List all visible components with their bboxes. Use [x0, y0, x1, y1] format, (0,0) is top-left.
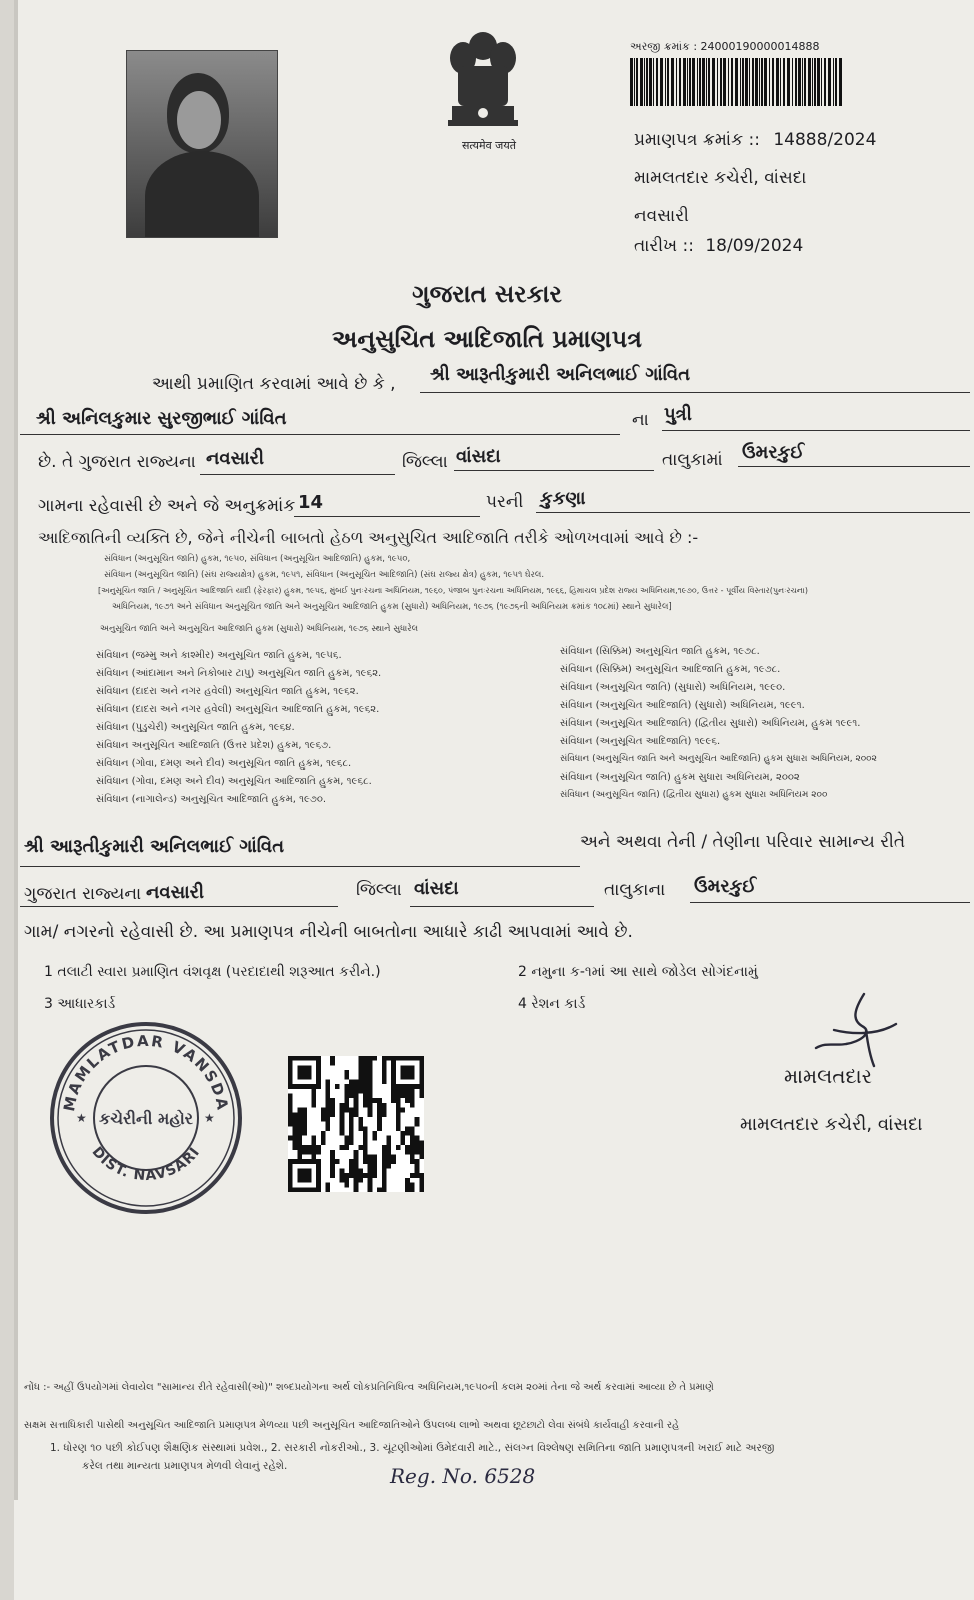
reference-item: સંવિધાન (ગોવા, દમણ અને દીવ) અનુસૂચિત જાતિ હુકમ, ૧૯૬૮.	[96, 758, 352, 769]
issuing-office: મામલતદાર કચેરી, વાંસદા	[634, 168, 807, 188]
reference-item: સંવિધાન (આંદામાન અને નિકોબાર ટાપુ) અનુસૂચિત જાતિ હુકમ, ૧૯૬૨.	[96, 668, 382, 679]
application-number: અરજી ક્રમાંક : 24000190000014888	[630, 40, 820, 53]
reference-item: સંવિધાન (પુડુચેરી) અનુસૂચિત જાતિ હુકમ, ૧૯૬૪.	[96, 722, 295, 733]
basis-statement: ગામ/ નગરનો રહેવાસી છે. આ પ્રમાણપત્ર નીચેની બાબતોના આધારે કાઢી આપવામાં આવે છે.	[24, 922, 633, 942]
officer-signature	[804, 990, 904, 1070]
legal-line: અધિનિયમ, ૧૯૭૧ અને સંવિધાન અનુસૂચિત જાતિ અને અનુસૂચિત આદિજાતિ હુકમ (સુધારો) અધિનિયમ, ૧૯૭૬ (૧૯૭૬ની અધિનિયમ ક્રમાંક ૧૦૮માં) સ્થાને સુધારેલ]	[112, 602, 672, 612]
footer-line: સક્ષમ સત્તાધિકારી પાસેથી અનુસૂચિત આદિજાતિ પ્રમાણપત્ર મેળવ્યા પછી અનુસૂચિત આદિજાતિઓને ઉપલબ્ધ લાભો અથવા છૂટછાટો લેવા સંબંધે કાર્યવાહી કરવાની રહે	[24, 1420, 680, 1431]
reference-item: સંવિધાન (અનુસૂચિત જાતિ અને અનુસૂચિત આદિજાતિ) હુકમ સુધારા અધિનિયમ, ૨૦૦૨	[560, 754, 877, 764]
officer-office: મામલતદાર કચેરી, વાંસદા	[740, 1114, 923, 1135]
photo-face	[177, 91, 221, 149]
family-state-label: ગુજરાત રાજ્યના	[24, 884, 142, 904]
certificate-number: 14888/2024	[773, 130, 877, 150]
reference-item: સંવિધાન (નાગાલેન્ડ) અનુસૂચિત આદિજાતિ હુકમ, ૧૯૭૦.	[96, 794, 327, 805]
legal-line: સંવિધાન (અનુસૂચિત જાતિ) (સંઘ રાજ્યક્ષેત્ર) હુકમ, ૧૯૫૧, સંવિધાન (અનુસૂચિત આદિજાતિ) (સંઘ રાજ્ય ક્ષેત્ર) હુકમ, ૧૯૫૧ ઘેરલ.	[104, 570, 545, 580]
reference-item: સંવિધાન (સિક્કિમ) અનુસૂચિત જાતિ હુકમ, ૧૯૭૮.	[560, 646, 760, 657]
reference-item: સંવિધાન (જમ્મુ અને કાશ્મીર) અનુસૂચિત જાતિ હુકમ, ૧૯૫૬.	[96, 650, 342, 661]
footer-line: કરેલ તથા માન્યતા પ્રમાણપત્ર મેળવી લેવાનું રહેશે.	[82, 1460, 288, 1472]
village: ઉમરકુઈ	[742, 442, 805, 463]
underline	[738, 466, 970, 467]
issue-date-label: તારીખ ::	[634, 236, 694, 256]
issue-date: 18/09/2024	[705, 236, 804, 256]
requirement-item: 4 રેશન કાર્ડ	[518, 996, 586, 1012]
office-seal	[46, 1018, 246, 1218]
requirement-item: 2 નમુના ક-૧માં આ સાથે જોડેલ સોગંદનામું	[518, 964, 758, 980]
family-district: નવસારી	[146, 882, 205, 903]
legal-line: [અનુસૂચિત જાતિ / અનુસૂચિત આદિજાતિ યાદી (ફેરફાર) હુકમ, ૧૯૫૬, મુંબઈ પુનઃરચના અધિનિયમ, ૧૯૬૦, પંજાબ પુનઃરચના અધિનિયમ, ૧૯૬૬, હિમાચલ પ્રદેશ રાજ્ય અધિનિયમ,૧૯૭૦, ઉત્તર - પૂર્વીય વિસ્તાર(પુનઃરચના)	[98, 586, 808, 595]
seal-bottom-text: DIST. NAVSARI	[88, 1143, 204, 1185]
qr-code	[288, 1056, 424, 1192]
state-label: છે. તે ગુજરાત રાજ્યના	[38, 452, 196, 472]
underline	[454, 470, 654, 471]
issuing-district: નવસારી	[634, 206, 689, 226]
certificate-title: અનુસુચિત આદિજાતિ પ્રમાણપત્ર	[332, 325, 642, 353]
reference-item: સંવિધાન (સિક્કિમ) અનુસૂચિત આદિજાતિ હુકમ, ૧૯૭૮.	[560, 664, 781, 675]
taluka: વાંસદા	[456, 446, 501, 467]
emblem-motto: सत्यमेव जयते	[461, 139, 516, 152]
requirement-item: 3 આધારકાર્ડ	[44, 996, 116, 1012]
underline	[20, 866, 580, 867]
reference-item: સંવિધાન અનુસૂચિત આદિજાતિ (ઉત્તર પ્રદેશ) હુકમ, ૧૯૬૭.	[96, 740, 332, 751]
underline	[294, 516, 480, 517]
requirement-item: 1 તલાટી સ્વારા પ્રમાણિત વંશવૃક્ષ (પરદાદાથી શરૂઆત કરીને.)	[44, 964, 381, 980]
legal-line: અનુસૂચિત જાતિ અને અનુસૂચિત આદિજાતિ હુકમ (સુધારો) અધિનિયમ, ૧૯૭૬ સ્થાને સુધારેલ	[100, 624, 419, 634]
taluka-label: તાલુકામાં	[662, 450, 723, 470]
serial-number: 14	[298, 492, 324, 513]
reference-item: સંવિધાન (દાદરા અને નગર હવેલી) અનુસૂચિત આદિજાતિ હુકમ, ૧૯૬૨.	[96, 704, 380, 715]
issue-date-row	[634, 236, 803, 256]
photo-body	[145, 151, 259, 238]
paper-fold-edge	[14, 0, 18, 1500]
relation: પુત્રી	[664, 404, 692, 425]
applicant-name: શ્રી આરૂતીકુમારી અનિલભાઈ ગાંવિત	[430, 364, 690, 385]
officer-title: મામલતદાર	[784, 1064, 872, 1088]
seal-center-text: કચેરીની મહોર	[99, 1109, 193, 1128]
reference-item: સંવિધાન (અનુસૂચિત જાતિ) હુકમ સુધારા અધિનિયમ, ૨૦૦૨	[560, 772, 800, 783]
reference-item: સંવિધાન (દાદરા અને નગર હવેલી) અનુસૂચિત જાતિ હુકમ, ૧૯૬૨.	[96, 686, 359, 697]
underline	[536, 512, 970, 513]
certify-label: આથી પ્રમાણિત કરવામાં આવે છે કે ,	[152, 374, 396, 394]
footer-line: 1. ધોરણ ૧૦ પછી કોઈપણ શૈક્ષણિક સંસ્થામાં પ્રવેશ., 2. સરકારી નોકરીઓ., 3. ચૂંટણીઓમાં ઉમેદવારી માટે., સંલગ્ન વિશ્લેષણ સમિતિના જાતિ પ્રમાણપત્રની ખરાઈ માટે અરજી	[50, 1442, 775, 1454]
legal-line: સંવિધાન (અનુસૂચિત જાતિ) હુકમ, ૧૯૫૦, સંવિધાન (અનુસૂચિત આદિજાતિ) હુકમ, ૧૯૫૦,	[104, 554, 411, 564]
reference-item: સંવિધાન (અનુસૂચિત જાતિ) (દ્વિતીય સુધારા) હુકમ સુધારા અધિનિયમ ૨૦૦	[560, 790, 828, 800]
relation-label: ના	[632, 410, 649, 430]
certificate-number-row	[634, 130, 876, 150]
reference-item: સંવિધાન (અનુસૂચિત આદિજાતિ) ૧૯૯૬.	[560, 736, 721, 747]
family-suffix: અને અથવા તેની / તેણીના પરિવાર સામાન્ય રીતે	[580, 832, 906, 852]
family-applicant-name: શ્રી આરૂતીકુમારી અનિલભાઈ ગાંવિત	[24, 836, 284, 857]
underline	[690, 902, 970, 903]
references-left	[96, 650, 381, 812]
svg-text:★: ★	[204, 1111, 215, 1125]
government-title: ગુજરાત સરકાર	[412, 280, 562, 308]
family-district-label: જિલ્લા	[356, 880, 402, 900]
father-name: શ્રી અનિલકુમાર સુરજીભાઈ ગાંવિત	[36, 408, 287, 429]
district-label: જિલ્લા	[402, 452, 448, 472]
svg-text:★: ★	[76, 1111, 87, 1125]
serial-label: ગામના રહેવાસી છે અને જે અનુક્રમાંક	[38, 496, 296, 516]
underline	[20, 434, 620, 435]
applicant-photo	[126, 50, 278, 238]
family-taluka: વાંસદા	[414, 878, 459, 899]
underline	[662, 430, 970, 431]
seal-top-text: MAMLATDAR VANSDA	[60, 1031, 232, 1113]
underline	[410, 906, 594, 907]
footer-note: નોંધ :- અહીં ઉપયોગમાં લેવાયેલ "સામાન્ય રીતે રહેવાસી(ઓ)" શબ્દપ્રયોગના અર્થ લોકપ્રતિનિધિત્વ અધિનિયમ,૧૯૫૦ની કલમ ૨૦માં તેના જે અર્થ કરવામાં આવ્યા છે તે પ્રમાણે	[24, 1382, 714, 1393]
district: નવસારી	[206, 448, 265, 469]
reference-item: સંવિધાન (અનુસૂચિત આદિજાતિ) (સુધારો) અધિનિયમ, ૧૯૯૧.	[560, 700, 805, 711]
tribe-name: કુકણા	[540, 488, 586, 509]
state-emblem	[438, 26, 528, 146]
reference-item: સંવિધાન (અનુસૂચિત આદિજાતિ) (દ્વિતીય સુધારો) અધિનિયમ, હુકમ ૧૯૯૧.	[560, 718, 861, 729]
recognition-statement: આદિજાતિની વ્યક્તિ છે, જેને નીચેની બાબતો હેઠળ અનુસુચિત આદિજાતિ તરીકે ઓળખવામાં આવે છે :-	[38, 528, 699, 547]
certificate-number-label: પ્રમાણપત્ર ક્રમાંક ::	[634, 130, 760, 150]
references-right	[560, 646, 877, 808]
family-village: ઉમરકુઈ	[694, 876, 757, 897]
reference-item: સંવિધાન (ગોવા, દમણ અને દીવ) અનુસૂચિત આદિજાતિ હુકમ, ૧૯૬૮.	[96, 776, 372, 787]
reference-item: સંવિધાન (અનુસૂચિત જાતિ) (સુધારો) અધિનિયમ, ૧૯૯૦.	[560, 682, 786, 693]
barcode	[630, 58, 848, 106]
family-taluka-label: તાલુકાના	[604, 880, 666, 900]
serial-suffix: પરની	[486, 492, 524, 512]
registration-number: Reg. No. 6528	[390, 1464, 536, 1488]
underline	[200, 474, 395, 475]
underline	[420, 392, 970, 393]
underline	[20, 906, 338, 907]
